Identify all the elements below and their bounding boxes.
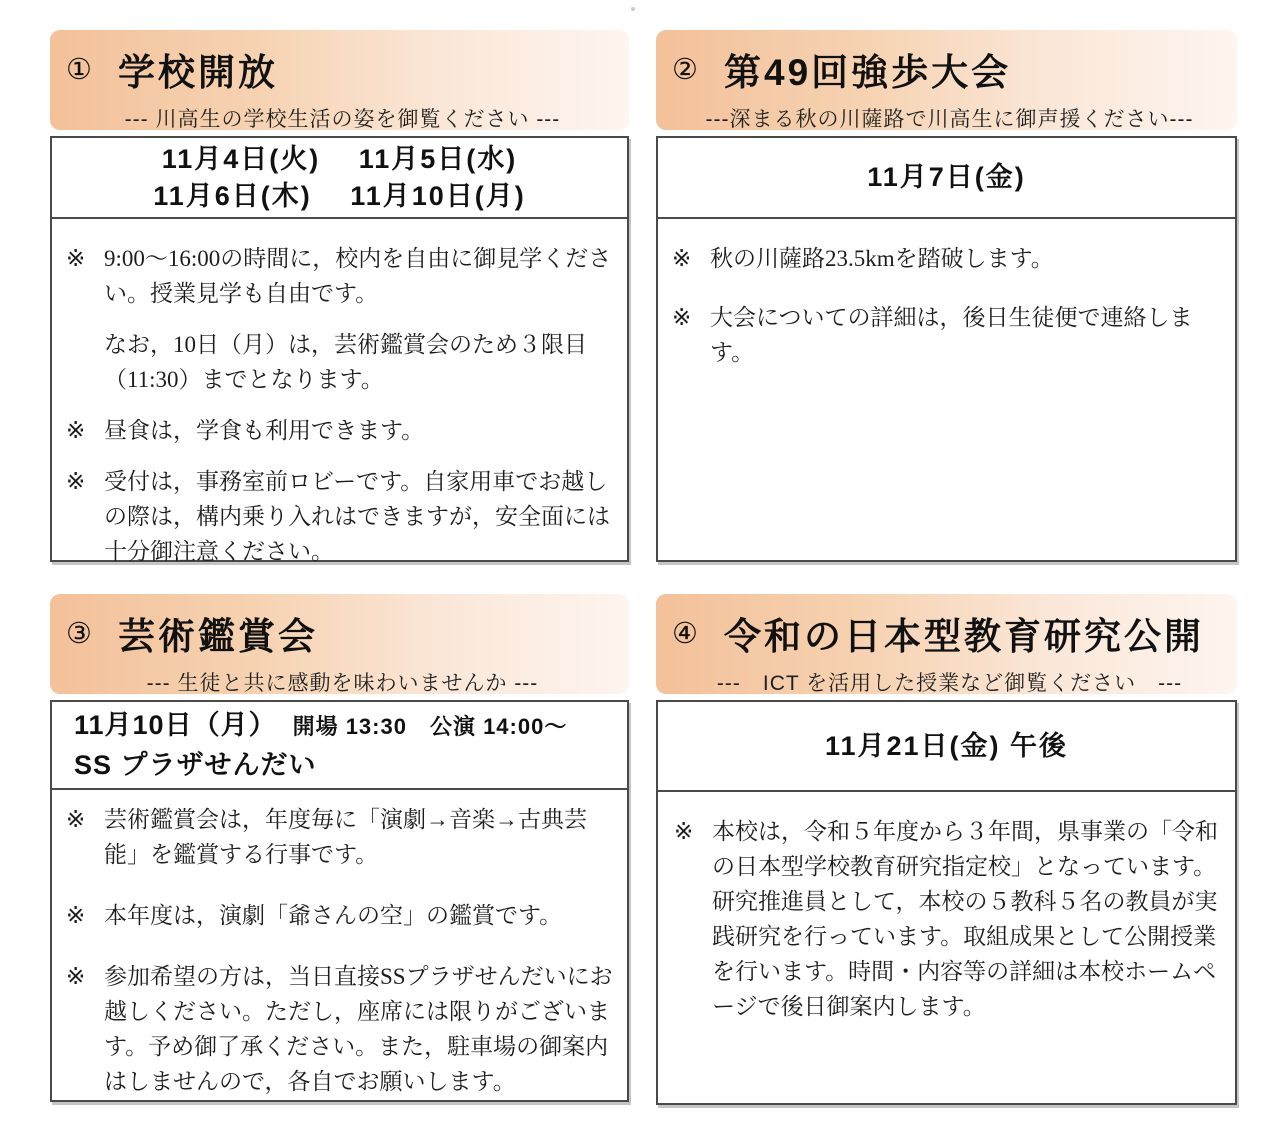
date-line: 11月4日(火) 11月5日(水) [161, 143, 518, 174]
paragraph-text: 9:00～16:00の時間に，校内を自由に御見学ください。授業見学も自由です。 [104, 246, 612, 306]
section-header-band [656, 594, 1237, 694]
paragraph-text: 秋の川薩路23.5kmを踏破します。 [710, 246, 1054, 271]
date-box [656, 136, 1237, 219]
reference-mark: ※ [66, 807, 86, 832]
paragraph-text: 本校は，令和５年度から３年間，県事業の「令和の日本型学校教育研究指定校」となっています。研究推進員として，本校の５教科５名の教員が実践研究を行っています。取組成果として公開授業を行います。時間・内容等の詳細は本校ホームページで後日御案内します。 [712, 819, 1218, 1019]
section-number: ④ [672, 617, 698, 650]
paragraph-text: なお，10日（月）は，芸術鑑賞会のため３限目（11:30）までとなります。 [104, 332, 587, 392]
section-number: ① [66, 53, 92, 86]
body-paragraph [66, 413, 613, 448]
section-school-open-house [50, 30, 629, 562]
event-times: 開場 13:30 公演 14:00～ [292, 714, 568, 739]
body-box [656, 792, 1237, 1105]
reference-mark: ※ [66, 246, 86, 271]
date-box [50, 136, 629, 219]
section-header-band [50, 594, 629, 694]
section-title: 学校開放 [118, 52, 278, 93]
section-subtitle: ---深まる秋の川薩路で川高生に御声援ください--- [705, 108, 1194, 131]
date-line [74, 706, 627, 746]
body-paragraph [674, 814, 1219, 1024]
paragraph-text: 参加希望の方は，当日直接SSプラザせんだいにお越しください。ただし，座席には限りがございます。予め御了承ください。また，駐車場の御案内はしませんので，各自でお願いします。 [104, 964, 613, 1094]
section-subtitle: --- 生徒と共に感動を味わいませんか --- [146, 672, 539, 695]
section-number: ② [672, 53, 698, 86]
reference-mark [66, 327, 104, 397]
reference-mark: ※ [66, 903, 86, 928]
reference-mark: ※ [674, 819, 694, 844]
section-box [656, 700, 1237, 1105]
date-line: 11月6日(木) 11月10日(月) [153, 180, 526, 211]
paragraph-text: 受付は，事務室前ロビーです。自家用車でお越しの際は，構内乗り入れはできますが，安全面には十分御注意ください。 [104, 469, 610, 564]
body-paragraph [672, 300, 1221, 370]
date-box [656, 700, 1237, 792]
section-title-row [66, 606, 619, 660]
event-venue: SS プラザせんだい [74, 750, 317, 780]
paragraph-text: 本年度は，演劇「爺さんの空」の鑑賞です。 [104, 903, 563, 928]
section-subtitle: --- ICT を活用した授業など御覧ください --- [716, 672, 1183, 695]
body-paragraph [672, 241, 1221, 276]
section-header-band [656, 30, 1237, 130]
body-paragraph [66, 959, 613, 1099]
section-title: 令和の日本型教育研究公開 [724, 616, 1204, 657]
paragraph-text: 大会についての詳細は，後日生徒便で連絡します。 [710, 305, 1193, 365]
body-box [656, 219, 1237, 562]
section-title: 第49回強歩大会 [724, 52, 1012, 93]
body-paragraph [66, 327, 613, 397]
paragraph-text: 昼食は，学食も利用できます。 [104, 418, 425, 443]
date-line: 11月21日(金) 午後 [824, 730, 1069, 761]
reference-mark: ※ [66, 964, 86, 989]
section-box [50, 136, 629, 562]
body-box [50, 790, 629, 1102]
date-box [50, 700, 629, 790]
section-title-row [66, 42, 619, 96]
body-paragraph [66, 464, 613, 569]
section-box [50, 700, 629, 1102]
body-paragraph [66, 898, 613, 933]
reference-mark: ※ [672, 305, 692, 330]
dust-speck [631, 7, 635, 11]
section-art-appreciation [50, 594, 629, 1102]
reference-mark: ※ [672, 246, 692, 271]
body-box [50, 219, 629, 562]
section-education-research-open [656, 594, 1237, 1105]
section-number: ③ [66, 617, 92, 650]
date-line: 11月7日(金) [867, 162, 1026, 192]
event-date: 11月10日（月） [74, 710, 277, 740]
paragraph-text: 芸術鑑賞会は，年度毎に「演劇→音楽→古典芸能」を鑑賞する行事です。 [104, 807, 587, 867]
section-title-row [672, 606, 1227, 660]
section-subtitle: --- 川高生の学校生活の姿を御覧ください --- [124, 108, 561, 131]
section-walking-rally [656, 30, 1237, 562]
section-title-row [672, 42, 1227, 96]
body-paragraph [66, 241, 613, 311]
section-header-band [50, 30, 629, 130]
section-box [656, 136, 1237, 562]
reference-mark: ※ [66, 418, 86, 443]
body-paragraph [66, 802, 613, 872]
reference-mark: ※ [66, 469, 86, 494]
section-title: 芸術鑑賞会 [118, 616, 318, 657]
